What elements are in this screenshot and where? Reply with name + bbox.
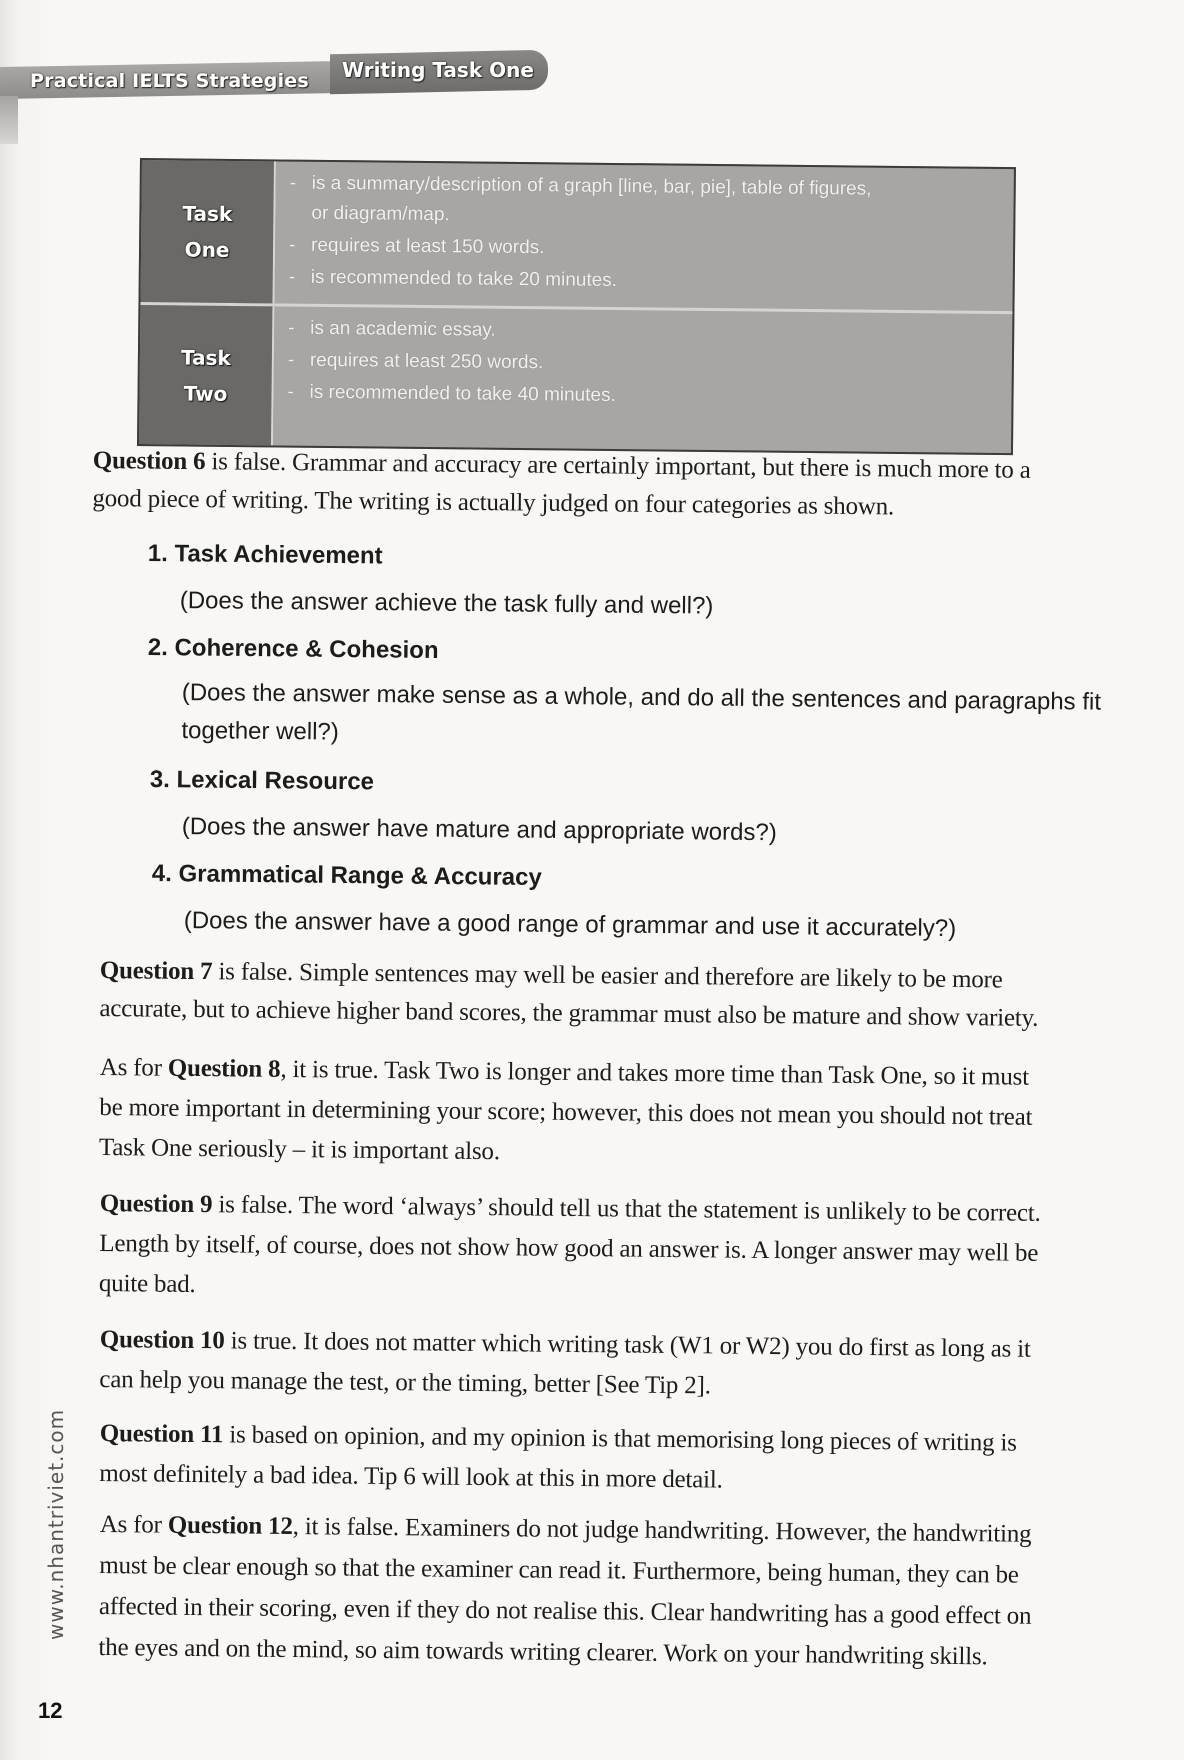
paragraph-line: quite bad.: [98, 1269, 196, 1299]
book-title: Practical IELTS Strategies: [30, 70, 309, 92]
task-item-text: requires at least 250 words.: [309, 349, 544, 374]
paragraph-text: is false. Grammar and accuracy are certainly important, but there is much more to a: [205, 448, 1031, 484]
paragraph-line: can help you manage the test, or the timing, better [See Tip 2].: [99, 1365, 711, 1400]
task-comparison-table: [137, 158, 1016, 455]
paragraph-line: affected in their scoring, even if they do not realise this. Clear handwriting has a good effect on: [98, 1592, 1032, 1630]
task-item: [289, 262, 999, 301]
question-6-paragraph: [92, 442, 1031, 528]
paragraph-line: the eyes and on the mind, so aim towards writing clearer. Work on your handwriting skills.: [98, 1633, 988, 1671]
task-one-description: [274, 161, 1013, 311]
paragraph-line: Length by itself, of course, does not show how good an answer is. A longer answer may well be: [99, 1229, 1039, 1267]
task-item-text: is a summary/description of a graph [line, bar, pie], table of figures,: [311, 172, 872, 200]
banner-tail-decoration: [0, 96, 18, 144]
bullet-dash: -: [289, 172, 297, 194]
paragraph-text: is false. The word ‘always’ should tell us that the statement is unlikely to be correct.: [212, 1191, 1041, 1227]
category-description: (Does the answer have mature and appropriate words?): [181, 812, 777, 847]
paragraph-text: , it is true. Task Two is longer and takes more time than Task One, so it must: [280, 1055, 1030, 1091]
category-description: (Does the answer achieve the task fully and well?): [179, 586, 714, 620]
task-one-row: [140, 160, 1013, 314]
question-label: Question 12: [167, 1511, 293, 1541]
category-description: [181, 674, 1101, 760]
paragraph-text: is false. Simple sentences may well be easier and therefore are likely to be more: [212, 958, 1003, 994]
task-item-text: is recommended to take 40 minutes.: [309, 381, 616, 406]
category-description: (Does the answer have a good range of grammar and use it accurately?): [183, 906, 957, 943]
side-watermark-url: www.nhantriviet.com: [44, 1408, 68, 1640]
task-label-line: Task: [182, 201, 233, 226]
category-title: 2. Coherence & Cohesion: [147, 634, 439, 665]
task-item-text: or diagram/map.: [311, 202, 450, 226]
question-label: Question 9: [99, 1189, 213, 1219]
category-description-line: (Does the answer make sense as a whole, and do all the sentences and paragraphs fit: [181, 678, 1102, 716]
task-item: [287, 377, 997, 416]
paragraph-text: , it is false. Examiners do not judge handwriting. However, the handwriting: [292, 1513, 1032, 1548]
question-9-paragraph: [99, 1184, 1041, 1314]
question-8-paragraph: [99, 1048, 1033, 1178]
paragraph-text: is true. It does not matter which writing task (W1 or W2) you do first as long as it: [224, 1327, 1031, 1363]
paragraph-text: is based on opinion, and my opinion is that memorising long pieces of writing is: [223, 1421, 1017, 1457]
question-label: Question 6: [92, 446, 206, 476]
category-title: 1. Task Achievement: [147, 540, 383, 570]
header-banner: [0, 52, 548, 96]
paragraph-line: Task One seriously – it is important also.: [98, 1133, 500, 1166]
paragraph-text: As for: [99, 1053, 168, 1082]
paragraph-line: must be clear enough so that the examiner can read it. Furthermore, being human, they can be: [99, 1551, 1019, 1589]
bullet-dash: -: [288, 234, 296, 256]
paragraph-line: most definitely a bad idea. Tip 6 will look at this in more detail.: [99, 1459, 723, 1494]
paragraph-line: good piece of writing. The writing is actually judged on four categories as shown.: [92, 484, 895, 521]
bullet-dash: -: [287, 349, 295, 371]
task-label-line: Two: [183, 380, 228, 406]
question-7-paragraph: [99, 952, 1039, 1038]
task-label-line: Task: [180, 344, 231, 370]
category-title: 4. Grammatical Range & Accuracy: [151, 860, 542, 892]
chapter-title: Writing Task One: [342, 58, 534, 82]
question-label: Question 10: [99, 1325, 225, 1355]
question-10-paragraph: [99, 1320, 1031, 1410]
question-label: Question 7: [99, 956, 213, 986]
task-item-text: is recommended to take 20 minutes.: [310, 266, 618, 292]
bullet-dash: -: [287, 381, 294, 403]
paragraph-line: accurate, but to achieve higher band scores, the grammar must also be mature and show variety.: [99, 994, 1039, 1032]
paragraph-text: As for: [99, 1510, 168, 1539]
task-two-description: [273, 306, 1012, 453]
task-item-text: requires at least 150 words.: [310, 234, 545, 259]
paragraph-line: be more important in determining your score; however, this does not mean you should not treat: [99, 1093, 1033, 1131]
question-label: Question 8: [167, 1054, 281, 1083]
task-item-text: is an academic essay.: [310, 317, 496, 341]
bullet-dash: -: [288, 266, 296, 288]
question-11-paragraph: [99, 1414, 1017, 1504]
page-number: 12: [38, 1698, 63, 1723]
question-label: Question 11: [99, 1419, 224, 1449]
question-12-paragraph: [98, 1504, 1032, 1678]
bullet-dash: -: [288, 317, 295, 339]
task-two-label: [139, 305, 274, 445]
category-description-line: together well?): [181, 716, 339, 746]
task-one-label: [140, 160, 275, 303]
task-two-row: [139, 305, 1012, 453]
category-title: 3. Lexical Resource: [149, 766, 375, 796]
task-label-line: One: [184, 237, 230, 262]
